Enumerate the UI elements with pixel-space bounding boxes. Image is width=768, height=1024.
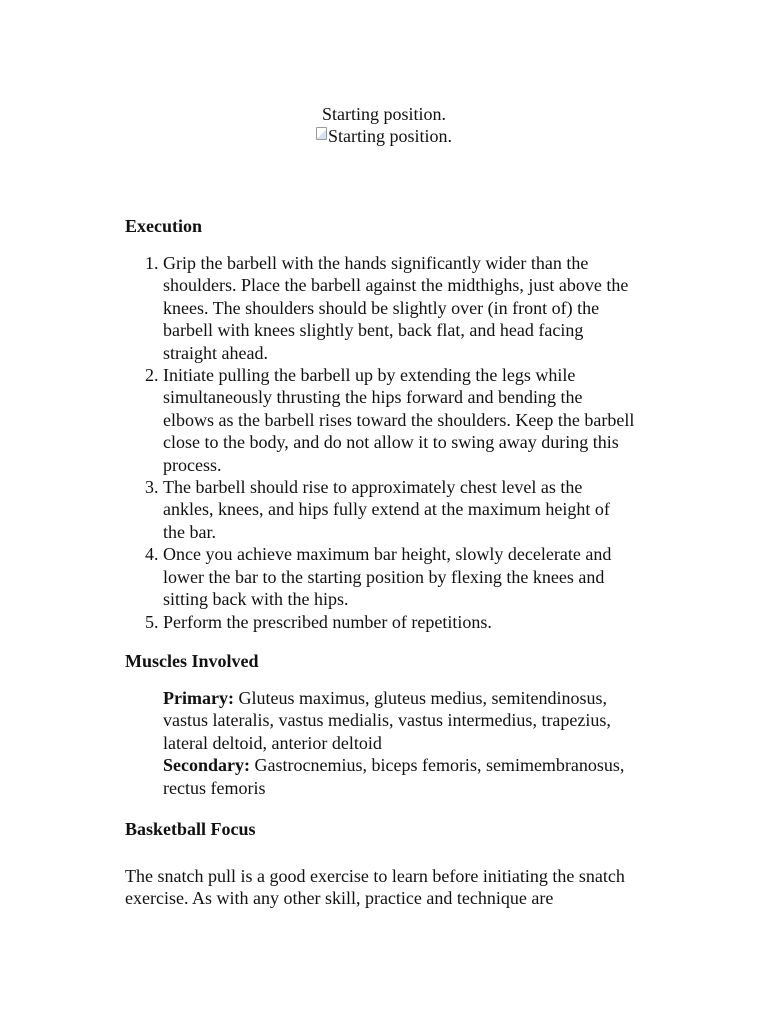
figure <box>125 103 643 149</box>
execution-step: 1. Grip the barbell with the hands significantly wider than the shoulders. Place the barbell against the midthighs, just above the knees. The shoulders should be slightly over (in front of) the barbell with knees slightly bent, back flat, and head facing straight ahead. <box>163 252 635 364</box>
broken-image-icon <box>316 127 327 140</box>
primary-label: Primary: <box>163 688 234 708</box>
secondary-label: Secondary: <box>163 755 250 776</box>
basketball-focus-heading: Basketball Focus <box>125 819 256 839</box>
execution-step: 2. Initiate pulling the barbell up by extending the legs while simultaneously thrusting the hips forward and bending the elbows as the barbell rises toward the shoulders. Keep the barbell close to the body, and do not allow it to swing away during this process. <box>163 364 635 476</box>
primary-muscles <box>163 687 635 754</box>
execution-step: 4. Once you achieve maximum bar height, slowly decelerate and lower the bar to the starting position by flexing the knees and sitting back with the hips. <box>163 543 635 610</box>
execution-step: 5. Perform the prescribed number of repetitions. <box>163 611 635 633</box>
basketball-focus-text: The snatch pull is a good exercise to learn before initiating the snatch exercise. As with any other skill, practice and technique are <box>125 866 625 909</box>
execution-steps-list <box>125 252 635 633</box>
muscles-heading: Muscles Involved <box>125 651 259 671</box>
secondary-muscles <box>163 754 635 799</box>
primary-text: Gluteus maximus, gluteus medius, semitendinosus, vastus lateralis, vastus medialis, vastus intermedius, trapezius, lateral deltoid, anterior deltoid <box>163 688 611 753</box>
muscles-block <box>163 687 635 799</box>
execution-step: 3. The barbell should rise to approximately chest level as the ankles, knees, and hips fully extend at the maximum height of the bar. <box>163 476 635 543</box>
figure-caption: Starting position. <box>321 104 446 124</box>
execution-heading: Execution <box>125 216 203 236</box>
secondary-text: Gastrocnemius, biceps femoris, semimembranosus, rectus femoris <box>163 755 625 798</box>
image-alt-text: Starting position. <box>327 126 452 147</box>
broken-image <box>316 125 452 147</box>
